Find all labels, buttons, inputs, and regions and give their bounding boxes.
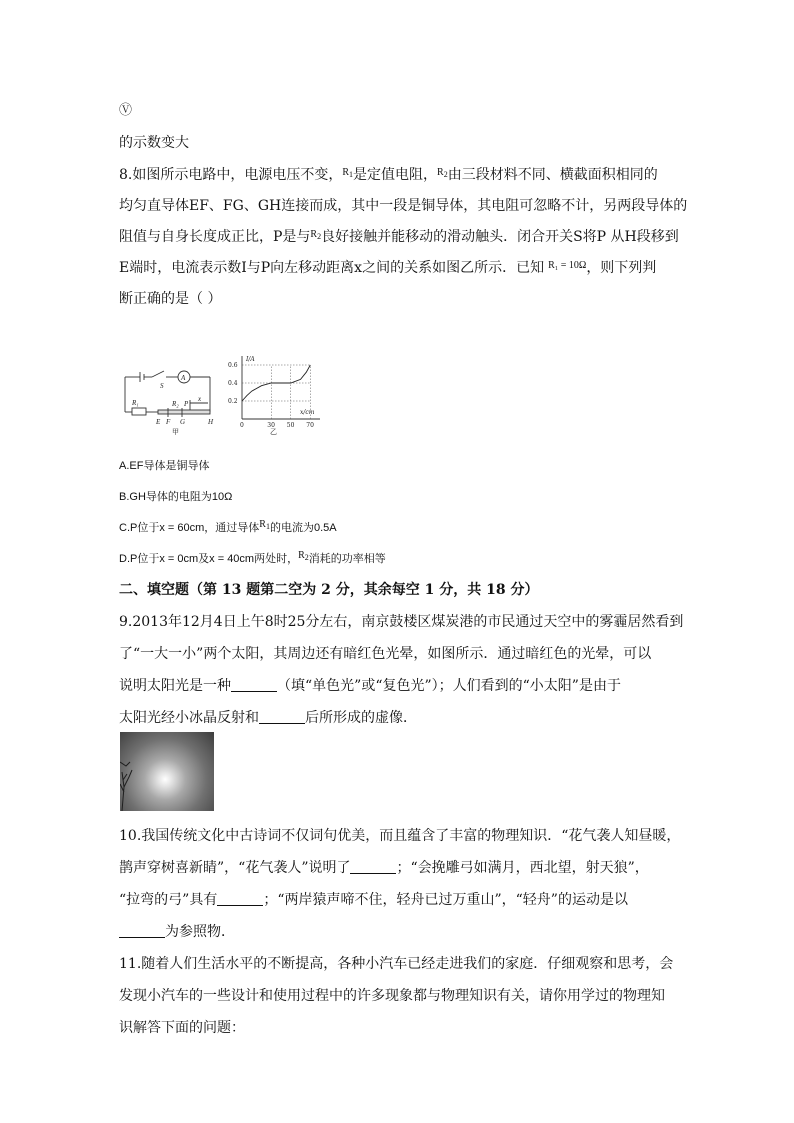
- graph-caption: 乙: [270, 428, 277, 435]
- option-a: A.EF导体是铜导体: [119, 460, 210, 472]
- x-tick-label: 30: [267, 422, 275, 429]
- y-axis-label: I/A: [246, 356, 255, 363]
- r1-resistor: [132, 408, 146, 415]
- p-label: P: [184, 400, 189, 408]
- node-g: G: [180, 418, 186, 426]
- option-c: C.P位于x = 60cm，通过导体$R_1$的电流为0.5A: [119, 519, 337, 534]
- r2-conductor: [158, 410, 210, 414]
- answer-blank[interactable]: [350, 859, 396, 874]
- x-tick-label: 50: [286, 422, 295, 429]
- q8-line-2: 均匀直导体EF、FG、GH连接而成，其中一段是铜导体，其电阻可忽略不计，另两段导体的: [119, 198, 688, 214]
- q11-line-3: 识解答下面的问题：: [119, 1020, 245, 1036]
- q9-line-1: 9.2013年12月4日上午8时25分左右，南京鼓楼区煤炭港的市民通过天空中的雾霾居然看到: [119, 614, 684, 630]
- section-title: 二、填空题（第 13 题第二空为 2 分，其余每空 1 分，共 18 分）: [119, 582, 539, 598]
- q10-line-2: 鹊声穿树喜新睛”，“花气袭人”说明了 ；“会挽雕弓如满月，西北望，射天狼”，: [119, 860, 649, 876]
- r2-symbol: R2: [437, 167, 448, 179]
- text-line: 的示数变大: [119, 135, 189, 151]
- x-label: x: [198, 395, 202, 403]
- ammeter-label: A: [181, 374, 186, 382]
- q10-line-3: “拉弯的弓”具有 ；“两岸猿声啼不住，轻舟已过万重山”，“轻舟”的运动是以: [119, 892, 628, 908]
- answer-blank[interactable]: [231, 677, 277, 692]
- q8-line-4: E端时，电流表示数I与P向左移动距离x之间的关系如图乙所示．已知 $^{R_1 = 10\Omega}$，则下列判: [119, 260, 657, 276]
- halo-sun-photo: [120, 732, 214, 811]
- switch-label: S: [160, 382, 164, 390]
- r1-label: R₁: [132, 399, 139, 407]
- q9-line-3: 说明太阳光是一种 （填“单色光”或“复色光”）；人们看到的“小太阳”是由于: [119, 678, 621, 694]
- r1-symbol: R1: [342, 167, 354, 179]
- x-axis-label: x/cm: [300, 409, 315, 416]
- option-d: D.P位于x = 0cm及x = 40cm两处时，$R_2$消耗的功率相等: [119, 550, 386, 565]
- node-h: H: [208, 418, 214, 426]
- y-tick-label: 0.4: [228, 380, 238, 387]
- r2-label: R₂: [172, 400, 179, 408]
- node-f: F: [166, 418, 171, 426]
- x-tick-label: 70: [306, 422, 314, 429]
- q8-figure: [120, 350, 330, 435]
- voltmeter-symbol: Ⓥ: [119, 103, 133, 118]
- x-tick-label: 0: [240, 422, 244, 429]
- switch-blade: [152, 371, 164, 377]
- tree-silhouette: [120, 732, 214, 811]
- node-e: E: [156, 418, 161, 426]
- q8-line-5: 断正确的是（ ）: [119, 291, 222, 307]
- y-tick-label: 0.2: [228, 398, 238, 405]
- option-b: B.GH导体的电阻为10Ω: [119, 491, 233, 503]
- i-x-graph: [228, 356, 320, 429]
- q10-line-1: 10.我国传统文化中古诗词不仅词句优美，而且蕴含了丰富的物理知识．“花气袭人知昼暖，: [119, 828, 681, 844]
- y-tick-label: 0.6: [228, 362, 238, 369]
- q10-line-4: 为参照物．: [119, 922, 235, 942]
- q8-line-3: 阻值与自身长度成正比，P是与$^{R_2}$良好接触并能移动的滑动触头．闭合开关S将P 从H段移到: [119, 229, 679, 245]
- circuit-caption: 甲: [172, 428, 179, 435]
- answer-blank[interactable]: [217, 891, 263, 906]
- q9-line-4: 太阳光经小冰晶反射和 后所形成的虚像．: [119, 710, 417, 726]
- q9-line-2: 了“一大一小”两个太阳，其周边还有暗红色光晕，如图所示．通过暗红色的光晕，可以: [119, 646, 652, 662]
- q11-line-1: 11.随着人们生活水平的不断提高，各种小汽车已经走进我们的家庭．仔细观察和思考，会: [119, 956, 674, 972]
- circuit-diagram: [125, 371, 210, 417]
- r1-equation: R₁ = 10Ω: [548, 260, 587, 271]
- q8-line-1: 8.如图所示电路中，电源电压不变，$^{R_1}$是定值电阻，$^{R_2}$由三段材料不同、横截面积相同的: [119, 167, 658, 183]
- answer-blank[interactable]: [259, 709, 305, 724]
- q11-line-2: 发现小汽车的一些设计和使用过程中的许多现象都与物理知识有关，请你用学过的物理知: [119, 988, 665, 1004]
- answer-blank[interactable]: [119, 923, 165, 938]
